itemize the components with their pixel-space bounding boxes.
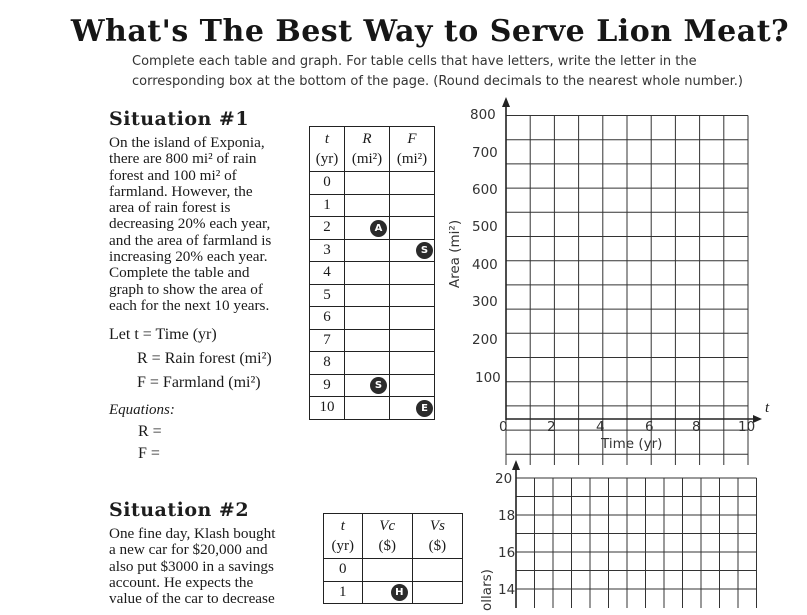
table-row [310, 397, 435, 420]
header-r-unit: (mi²) [351, 151, 383, 167]
x-tick-label: 8 [692, 419, 701, 435]
cell-f[interactable] [390, 397, 435, 420]
table-row [310, 352, 435, 375]
situation-2-text [109, 526, 319, 607]
cell-t: 7 [310, 329, 345, 352]
graph-grid [506, 116, 748, 466]
cell-vc[interactable] [362, 581, 412, 604]
cell-r[interactable] [345, 352, 390, 375]
cell-t: 3 [310, 239, 345, 262]
y-axis-label: ollars) [479, 569, 495, 611]
let-t-line: Let t = Time (yr) [109, 326, 217, 343]
cell-f[interactable] [390, 329, 435, 352]
header-vc [362, 514, 412, 559]
table-row [310, 262, 435, 285]
x-axis-variable: t [765, 400, 770, 416]
situation-1-table [309, 126, 435, 420]
y-tick-label: 600 [472, 182, 498, 198]
y-tick-label: 16 [498, 545, 516, 561]
cell-r[interactable] [345, 262, 390, 285]
header-t [310, 127, 345, 172]
y-tick-label: 100 [475, 370, 501, 386]
header-t [324, 514, 363, 559]
situation-2-line: account. He expects the [109, 573, 254, 591]
x-axis-label: Time (yr) [601, 436, 663, 452]
cell-t: 1 [310, 194, 345, 217]
cell-t: 9 [310, 374, 345, 397]
header-t-var: t [324, 131, 330, 147]
equations-label: Equations: [109, 402, 175, 418]
situation-1-line: On the island of Exponia, [109, 134, 265, 151]
cell-f[interactable] [390, 284, 435, 307]
header-f [390, 127, 435, 172]
y-tick-label: 20 [495, 471, 513, 487]
situation-1-line: and the area of farmland is [109, 231, 272, 249]
situation-2-table [323, 513, 463, 604]
y-axis-arrow-icon [502, 97, 510, 107]
situation-1-text [109, 135, 309, 314]
letter-badge-s: S [370, 377, 387, 394]
cell-f[interactable] [390, 239, 435, 262]
header-t-var: t [340, 518, 345, 534]
table-row [324, 559, 463, 582]
cell-t: 6 [310, 307, 345, 330]
situation-1-line: increasing 20% each year. [109, 248, 268, 266]
situation-1-line: forest and 100 mi² of [109, 166, 237, 184]
table-header-row [324, 514, 463, 559]
cell-r[interactable] [345, 239, 390, 262]
table-row [310, 194, 435, 217]
situation-2-graph[interactable] [500, 458, 760, 608]
cell-r[interactable] [345, 329, 390, 352]
cell-vs[interactable] [412, 581, 462, 604]
cell-f[interactable] [390, 194, 435, 217]
table-row [310, 374, 435, 397]
cell-r[interactable] [345, 284, 390, 307]
situation-1-line: each for the next 10 years. [109, 296, 270, 314]
table-row [310, 284, 435, 307]
x-tick-label: 10 [738, 419, 756, 435]
situation-2-heading: Situation #2 [109, 499, 250, 521]
letter-badge-h: H [391, 584, 408, 601]
y-axis-arrow-icon [512, 460, 520, 470]
letter-badge-s: S [416, 242, 433, 259]
table-row [310, 239, 435, 262]
cell-t: 1 [324, 581, 363, 604]
equation-r: R = [138, 423, 162, 440]
header-f-unit: (mi²) [396, 151, 428, 167]
y-tick-label: 700 [472, 145, 498, 161]
cell-vc[interactable] [362, 559, 412, 582]
table-row [324, 581, 463, 604]
situation-1-line: there are 800 mi² of rain [109, 150, 257, 168]
table-row [310, 172, 435, 195]
cell-f[interactable] [390, 262, 435, 285]
cell-t: 8 [310, 352, 345, 375]
cell-f[interactable] [390, 307, 435, 330]
table-row [310, 329, 435, 352]
header-r-var: R [362, 131, 372, 147]
header-vc-unit: ($) [378, 538, 396, 554]
cell-r[interactable] [345, 397, 390, 420]
cell-t: 5 [310, 284, 345, 307]
letter-badge-e: E [416, 400, 433, 417]
cell-f[interactable] [390, 172, 435, 195]
x-tick-label: 2 [547, 419, 556, 435]
page-title: What's The Best Way to Serve Lion Meat? [70, 14, 790, 49]
situation-2-line: also put $3000 in a savings [109, 557, 274, 575]
cell-vs[interactable] [412, 559, 462, 582]
y-tick-label: 300 [472, 294, 498, 310]
cell-r[interactable] [345, 172, 390, 195]
cell-t: 0 [310, 172, 345, 195]
cell-t: 2 [310, 217, 345, 240]
y-tick-label: 14 [498, 582, 516, 598]
letter-badge-a: A [370, 220, 387, 237]
situation-1-line: area of rain forest is [109, 199, 231, 217]
cell-r[interactable] [345, 374, 390, 397]
cell-t: 10 [310, 397, 345, 420]
instructions: Complete each table and graph. For table cells that have letters, write the letter in the corresponding box at the bottom of the page. (Round decimals to the nearest whole number.) [132, 54, 744, 89]
table-row [310, 307, 435, 330]
header-r [345, 127, 390, 172]
x-tick-label: 6 [645, 419, 654, 435]
y-tick-label: 400 [472, 257, 498, 273]
y-tick-label: 200 [472, 332, 498, 348]
header-vs-unit: ($) [428, 538, 447, 554]
cell-f[interactable] [390, 217, 435, 240]
cell-t: 4 [310, 262, 345, 285]
let-r-line: R = Rain forest (mi²) [137, 350, 272, 367]
variable-definitions [109, 323, 309, 395]
graph-grid [516, 478, 757, 608]
header-t-unit: (yr) [315, 151, 339, 167]
header-vs [412, 514, 462, 559]
table-row [310, 217, 435, 240]
cell-f[interactable] [390, 374, 435, 397]
situation-1-line: farmland. However, the [109, 182, 253, 200]
header-f-var: F [407, 131, 417, 147]
cell-r[interactable] [345, 217, 390, 240]
situation-1-line: decreasing 20% each year, [109, 215, 271, 233]
cell-r[interactable] [345, 194, 390, 217]
cell-f[interactable] [390, 352, 435, 375]
header-vc-var: Vc [379, 518, 396, 534]
situation-1-line: Complete the table and [109, 264, 250, 282]
x-tick-label: 4 [596, 419, 605, 435]
table-header-row [310, 127, 435, 172]
situation-2-line: One fine day, Klash bought [109, 525, 276, 542]
equation-f: F = [138, 445, 160, 462]
y-tick-label: 800 [470, 107, 496, 123]
cell-t: 0 [324, 559, 363, 582]
header-vs-var: Vs [429, 518, 445, 534]
x-tick-label: 0 [499, 419, 508, 435]
y-tick-label: 18 [498, 508, 516, 524]
y-tick-label: 500 [472, 219, 498, 235]
situation-2-line: value of the car to decrease [109, 590, 275, 608]
situation-2-line: a new car for $20,000 and [109, 541, 268, 559]
header-t-unit: (yr) [331, 538, 355, 554]
y-axis-label: Area (mi²) [447, 219, 463, 289]
situation-1-line: graph to show the area of [109, 280, 263, 298]
let-f-line: F = Farmland (mi²) [137, 374, 261, 391]
situation-1-heading: Situation #1 [109, 108, 250, 130]
cell-r[interactable] [345, 307, 390, 330]
